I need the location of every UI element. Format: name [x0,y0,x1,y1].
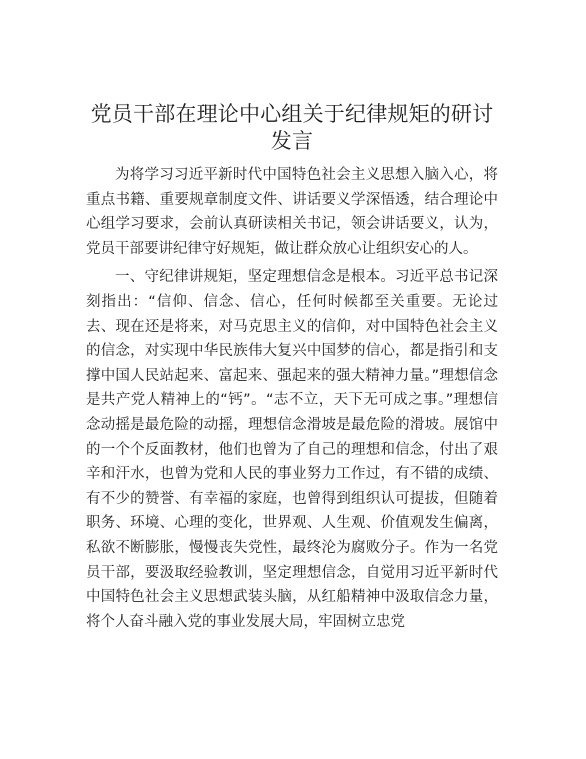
body-paragraph-intro: 为将学习习近平新时代中国特色社会主义思想入脑入心，将重点书籍、重要规章制度文件、讲话要义学深悟透，结合理论中心组学习要求，会前认真研读相关书记，领会讲话要义，认为，党员干部要讲纪律守好规矩，做让群众放心让组织安心的人。 [86,167,498,257]
document-body [86,163,498,634]
body-paragraph-section-one: 一、守纪律讲规矩，坚定理想信念是根本。习近平总书记深刻指出：“信仰、信念、信心，任何时候都至关重要。无论过去、现在还是将来，对马克思主义的信仰，对中国特色社会主义的信念，对实现中华民族伟大复兴中国梦的信心，都是指引和支撑中国人民站起来、富起来、强起来的强大精神力量。”理想信念是共产党人精神上的“钙”。“志不立，天下无可成之事。”理想信念动摇是最危险的动摇，理想信念滑坡是最危险的滑坡。展馆中的一个个反面教材，他们也曾为了自己的理想和信念，付出了艰辛和汗水，也曾为党和人民的事业努力工作过，有不错的成绩、有不少的赞誉、有幸福的家庭，也曾得到组织认可提拔，但随着职务、环境、心理的变化，世界观、人生观、价值观发生偏离，私欲不断膨胀，慢慢丧失党性，最终沦为腐败分子。作为一名党员干部，要汲取经验教训，坚定理想信念，自觉用习近平新时代中国特色社会主义思想武装头脑，从红船精神中汲取信念力量，将个人奋斗融入党的事业发展大局，牢固树立忠党 [86,269,498,630]
document-title: 党员干部在理论中心组关于纪律规矩的研讨发言 [90,102,494,153]
